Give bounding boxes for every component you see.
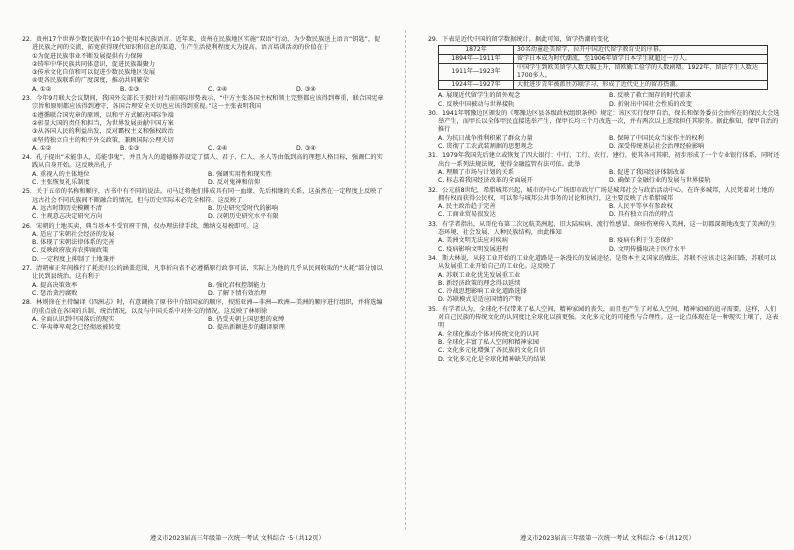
option-d: D. 苏联模式是适应国情的产物	[438, 296, 521, 304]
column-divider	[405, 30, 406, 530]
option-b: B. 反映了救亡图存的时代需求	[609, 92, 692, 100]
option-d: D. 了解下情有效治理	[208, 289, 267, 297]
option-b: B. 促进了我国经济体制改革	[609, 168, 686, 176]
option-c: C. 工商业贸易很发达	[438, 211, 496, 219]
option-d: D. 确保了金融行业的发展与世界接轨	[609, 177, 711, 185]
table-row	[439, 55, 768, 64]
question-stem: 25．关于五帝的名称和顺序，古书中有不同的说法。司马迁将他们排成具有同一血缘、先后相继的关系，这虽然在一定程度上反映了远古社会不同氏族间不断融合的情况，但与历史实际未必完全相符。这反映了	[22, 188, 383, 204]
option-a: A. 适应了宋朝社会经济的发展	[32, 230, 115, 238]
question-35	[428, 306, 780, 364]
question-30	[428, 110, 780, 151]
table-row	[439, 64, 768, 81]
question-29	[428, 36, 780, 109]
option-d: D. 文化多元化是全球化精神缺失的结果	[438, 355, 546, 363]
question-stem: 24．孔子提出“未能事人，焉能事鬼”，并且为人的道德修养设定了儒人、君子、仁人、圣人等由低到高的理想人格目标，强调仁的实践从自身开始。这反映出孔子	[22, 154, 383, 170]
option-a: A. 民主政治趋于完善	[438, 203, 496, 211]
table-cell-year: 1872年	[439, 46, 514, 55]
option-c: C. ②④	[208, 85, 228, 93]
option-b: B. 全球化丰富了私人空间和精神家园	[438, 338, 539, 346]
option-c: C. ②④	[208, 144, 228, 152]
statement-item: ②彰显大国的责任和担当，为世界发展贡献中国方案	[32, 119, 174, 127]
statement-item: ④更各民族联系的广度深度，推动共同繁荣	[32, 77, 149, 85]
question-stem: 28．林则徐在主持编译《四洲志》时，有意调换了原书中介绍国家的顺序，按照亚洲—非洲—欧洲—美洲的顺序进行组织，并将选编的重点放在各国的兵制、统治情况，以及与中国关系中对外交的情况。这反映了林则徐	[22, 299, 383, 315]
option-b: B. ①③	[120, 144, 140, 152]
question-25	[22, 188, 384, 221]
question-24	[22, 154, 384, 187]
option-a: A. 为抗日战争胜利积累了群众力量	[438, 134, 533, 142]
statement-item: ③传承文化自信和可以促进少数民族地区发展	[32, 69, 156, 77]
page-footer-right: 遵义市2023届高三年级第一次统一考试 文科综合 ·6·（共12页）	[520, 535, 695, 542]
right-column	[428, 36, 780, 365]
option-a: A. 全球化推动个体对传统文化的认同	[438, 330, 539, 338]
table-cell-desc: 大批进步青年被派往苏联学习，形成了近代史上的留苏热潮。	[514, 81, 768, 90]
option-b: B. 保障了中国民众当家作主的权利	[609, 134, 704, 142]
option-c: C. 疫病影响文明发展进程	[438, 245, 509, 253]
option-b: B. 疫病有利于生态保护	[609, 237, 673, 245]
option-c: C. 冷战思想影响工业化道路选择	[438, 288, 527, 296]
study-abroad-table	[438, 45, 768, 90]
question-33	[428, 221, 780, 254]
statement-item: ②铸牢中华民族共同体意识，促进民族凝聚力	[32, 60, 156, 68]
option-d: D. 折射出中国社会性质的改变	[609, 100, 692, 108]
table-cell-year: 1894年—1911年	[439, 55, 514, 64]
option-c: C. 惩治贪污腐败	[32, 289, 78, 297]
question-stem: 32．公元前8世纪，希腊城邦兴起，城市的中心广场即市政厅广场是城邦社会与政治活动中心。在许多城邦，人民凭着对土地的拥有权而获得公民权，可以参与城邦公共事务的讨论和执行，这主要反映了古希腊城邦	[428, 186, 774, 202]
option-c: C. 主观意志决定研究方向	[32, 213, 103, 221]
option-d: D. 反对鬼神和信仰	[208, 179, 261, 187]
option-b: B. ①③	[120, 85, 140, 93]
question-stem: 22．贵州17个世界少数民族中有10个使用本民族语言。近年来，贵州在民族地区实施“双语”行动，为少数民族送上语言“钥匙”，促进民族之间的交流，拓宽获得现代知识和信息的渠道，生产生活使利程度大为提高。语言培训活动的价值在于	[22, 36, 381, 52]
question-32	[428, 187, 780, 220]
question-22	[22, 36, 384, 94]
table-cell-desc: 中国学生到欧美留学人数大幅上升，留欧勤工俭学的人数剧增。1922年，留法学生人数达1700多人。	[514, 64, 768, 81]
table-row	[439, 81, 768, 90]
option-a: A. 重视人的主体地位	[32, 170, 90, 178]
question-31	[428, 152, 780, 185]
option-d: D. ③④	[296, 85, 316, 93]
option-d: D. 文明传播取决于医疗水平	[609, 245, 686, 253]
statement-item: ③从各国人民的利益出发，反对霸权主义和强权政治	[32, 128, 174, 136]
option-a: A. ①②	[32, 144, 52, 152]
question-stem: 33．有学者指出，从哥伦布第二次远航美洲起，旧大陆疾病、流行性感冒、斑疹伤寒传入美洲，这一切都深刻地改变了美洲的生态环境、社会发展、人种民族结构，由此推知	[428, 220, 777, 237]
option-a: A. 苏联工业化优先发展重工业	[438, 271, 521, 279]
option-b: B. 强调实用性和现实性	[208, 170, 272, 178]
option-d: D. 具有独立自治的特点	[609, 211, 674, 219]
question-stem: 27．清朝雍正年间推行了耗羡归公的涵盖范围，凡事折向省不必遵循原行政事可法，实际上为他的几乎从民间收取的“火耗”部分加以让民到县统治。这有利于	[22, 265, 383, 281]
option-a: A. 理顺了市场与计划的关系	[438, 168, 515, 176]
option-c: C. 贯彻了工农武装割据的思想观念	[438, 143, 533, 151]
option-c: C. 主张恢复礼乐制度	[32, 179, 90, 187]
option-a: A. 全面认识到中国落后的现实	[32, 315, 115, 323]
option-c: C. 文化多元化增强了各民族的文化自信	[438, 347, 546, 355]
option-c: C. 反映政府放弃农抑商政策	[32, 247, 109, 255]
option-b: B. 人民平等享有参政权	[609, 203, 673, 211]
question-stem: 26．宋朝的土地买卖，典当基本不受官府干预，仅办理法律手续，缴纳交易税即可。这	[22, 222, 259, 230]
option-d: D. 一定程度上抑制了土地兼并	[32, 255, 115, 263]
table-cell-year: 1924年—1927年	[439, 81, 514, 90]
option-c: C. 标志着我国经济改革的全面展开	[438, 177, 533, 185]
option-a: A. 美洲文明无法应对疾病	[438, 237, 508, 245]
option-b: B. 强化君权控制能力	[208, 281, 266, 289]
table-cell-desc: 留学日本成为时代潮流，至1906年留学日本学生就超过一万人。	[514, 55, 768, 64]
question-stem: 30．1941年鄂豫边区颁发的《鄂豫边区县各级政权组织条例》规定：该区实行保甲自治，保长和保务委员会由所在的保民大会选举产生，而甲长以全体甲民直接选举产生，保甲长均三个月改选一次，并有两次以上连续担任其职务。据此推知，保甲自治的推行	[428, 109, 780, 134]
table-cell-year: 1911年—1923年	[439, 64, 514, 81]
option-b: B. 仍受天朝上国思想的束缚	[208, 315, 285, 323]
option-c: C. 华夷尊卑观念已经彻底被转变	[32, 324, 121, 332]
option-b: B. 体现了宋朝法律体系的完善	[32, 239, 115, 247]
question-26	[22, 223, 384, 264]
option-a: A. 提高决策效率	[32, 281, 78, 289]
table-cell-desc: 30名幼童赴美留学，拉开中国近代留学教育史的序幕。	[514, 46, 768, 55]
question-23	[22, 95, 384, 153]
question-27	[22, 265, 384, 298]
option-c: C. 反映中国被动与世界接轨	[438, 100, 515, 108]
question-stem: 35．有学者认为，全球化不仅带来了私人空间，精神家园的丧失，而且也产生了对私人空间、精神家园的追寻需要。这样，人们对自己民族的传统文化的认同度比全球化以前更强。文化多元化的可能性与合理性。这一论点体现在是一种现实土壤了，这表明	[428, 305, 779, 330]
left-column	[22, 36, 384, 333]
option-d: D. 提出新颖进步的翻译原理	[208, 324, 285, 332]
option-a: A. 展现近代留学生的留外观念	[438, 92, 521, 100]
question-34	[428, 255, 780, 305]
option-d: D. 深受传统基层社会治理经验影响	[609, 143, 705, 151]
question-stem: 34．斯大林说，从轻工业开始的工业化道路是一条漫长的发展途径，是资本主义国家的做法，苏联不应该走这条旧路，苏联可以从发展重工业开始自己的工业化。这反映了	[428, 254, 777, 271]
option-d: D. ③④	[296, 144, 316, 152]
option-d: D. 汉朝历史研究水平有限	[208, 213, 279, 221]
table-row	[439, 46, 768, 55]
option-a: A. 远古时期历史模糊不清	[32, 204, 102, 212]
option-a: A. ①②	[32, 85, 52, 93]
statement-item: ①为促进民族事业不断发展提供有力保障	[32, 52, 143, 60]
question-stem: 31．1979年我国先后建立或恢复了四大银行：中行、工行、农行、建行，使其各司其职，初步形成了一个专业银行体系，同时还出台一系列法规法规，使得金融监管有法可依。此举	[428, 152, 780, 168]
option-b: B. 新经济政策的理念得以延续	[438, 279, 521, 287]
option-b: B. 历史研究受时代的影响	[208, 204, 279, 212]
page-footer-left: 遵义市2023届高三年级第一次统一考试 文科综合 ·5·（共12页）	[150, 535, 325, 542]
question-stem: 23．今年9月联大会议期间，我国外交部长王毅针对当前国际形势表示，“中方主张各国主权和领土完整都应该得到尊重，联合国宪章宗旨和原则都应该得到遵守，各国合理安全关切也应该得到重视。”这一主张表明我国	[22, 95, 384, 111]
question-28	[22, 299, 384, 332]
statement-item: ④坚持独立自主的和平外交政策，兼顾国际公理关切	[32, 136, 174, 144]
question-stem: 29．下表是近代中国的留学数据统计。据此可知，留学热潮的变化	[428, 36, 610, 43]
statement-item: ①遵循联合国宪章的原则，以和平方式解决国际争端	[32, 111, 174, 119]
